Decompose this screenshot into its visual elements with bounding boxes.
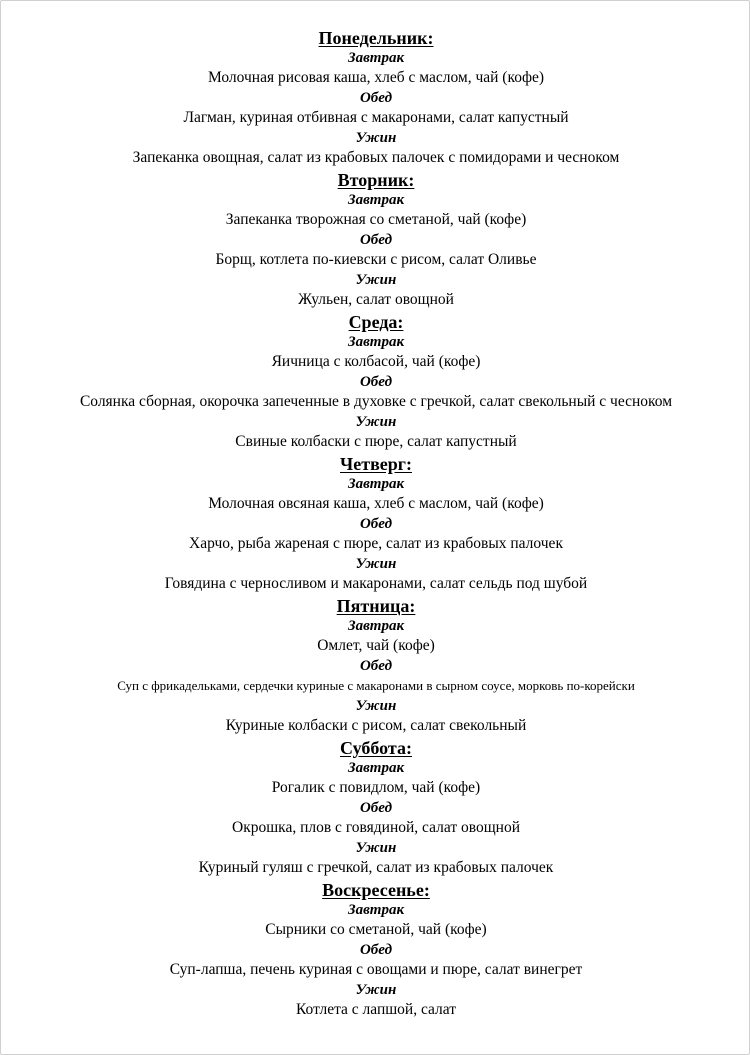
- weekly-menu: [1, 28, 750, 1020]
- meal-label-lunch: Обед: [359, 942, 393, 958]
- day-wednesday: [1, 312, 750, 452]
- day-friday: [1, 596, 750, 736]
- meal-text-dinner: Котлета с лапшой, салат: [295, 1001, 457, 1018]
- meal-label-dinner: Ужин: [355, 414, 397, 430]
- meal-text-breakfast: Молочная рисовая каша, хлеб с маслом, чай (кофе): [207, 69, 545, 86]
- meal-text-lunch: Суп-лапша, печень куриная с овощами и пюре, салат винегрет: [169, 961, 583, 978]
- meal-label-lunch: Обед: [359, 658, 393, 674]
- meal-label-breakfast: Завтрак: [347, 476, 405, 492]
- meal-text-breakfast: Омлет, чай (кофе): [317, 637, 435, 654]
- meal-label-breakfast: Завтрак: [347, 760, 405, 776]
- meal-text-lunch: Окрошка, плов с говядиной, салат овощной: [232, 819, 520, 836]
- meal-text-lunch: Лагман, куриная отбивная с макаронами, салат капустный: [183, 109, 569, 126]
- meal-label-breakfast: Завтрак: [347, 334, 405, 350]
- meal-label-dinner: Ужин: [355, 272, 397, 288]
- day-title: Понедельник:: [318, 28, 434, 48]
- meal-label-dinner: Ужин: [355, 698, 397, 714]
- meal-label-breakfast: Завтрак: [347, 902, 405, 918]
- day-title: Пятница:: [336, 596, 416, 616]
- meal-label-lunch: Обед: [359, 90, 393, 106]
- day-monday: [1, 28, 750, 168]
- day-title: Среда:: [348, 312, 404, 332]
- day-thursday: [1, 454, 750, 594]
- meal-text-dinner: Запеканка овощная, салат из крабовых палочек с помидорами и чесноком: [132, 149, 620, 166]
- meal-text-dinner: Говядина с черносливом и макаронами, салат сельдь под шубой: [164, 575, 588, 592]
- meal-text-lunch: Борщ, котлета по-киевски с рисом, салат Оливье: [215, 251, 537, 268]
- meal-label-dinner: Ужин: [355, 840, 397, 856]
- day-title: Четверг:: [340, 454, 412, 474]
- meal-text-breakfast: Рогалик с повидлом, чай (кофе): [271, 779, 481, 796]
- meal-text-breakfast: Запеканка творожная со сметаной, чай (кофе): [225, 211, 527, 228]
- day-title: Вторник:: [337, 170, 415, 190]
- meal-text-lunch: Суп с фрикадельками, сердечки куриные с макаронами в сырном соусе, морковь по-корейски: [117, 678, 635, 693]
- meal-label-lunch: Обед: [359, 232, 393, 248]
- meal-label-lunch: Обед: [359, 374, 393, 390]
- meal-label-breakfast: Завтрак: [347, 192, 405, 208]
- meal-text-dinner: Куриный гуляш с гречкой, салат из крабовых палочек: [198, 859, 554, 876]
- meal-text-dinner: Куриные колбаски с рисом, салат свекольный: [225, 717, 527, 734]
- meal-label-breakfast: Завтрак: [347, 50, 405, 66]
- meal-text-lunch: Харчо, рыба жареная с пюре, салат из крабовых палочек: [189, 535, 563, 552]
- meal-text-breakfast: Молочная овсяная каша, хлеб с маслом, чай (кофе): [208, 495, 544, 512]
- day-tuesday: [1, 170, 750, 310]
- meal-text-breakfast: Сырники со сметаной, чай (кофе): [265, 921, 487, 938]
- meal-label-dinner: Ужин: [355, 130, 397, 146]
- meal-text-dinner: Жульен, салат овощной: [298, 291, 454, 308]
- day-title: Суббота:: [340, 738, 412, 758]
- day-sunday: [1, 880, 750, 1020]
- meal-label-lunch: Обед: [359, 516, 393, 532]
- day-title: Воскресенье:: [322, 880, 430, 900]
- meal-label-breakfast: Завтрак: [347, 618, 405, 634]
- meal-text-dinner: Свиные колбаски с пюре, салат капустный: [235, 433, 517, 450]
- meal-label-dinner: Ужин: [355, 556, 397, 572]
- meal-label-dinner: Ужин: [355, 982, 397, 998]
- day-saturday: [1, 738, 750, 878]
- meal-text-breakfast: Яичница с колбасой, чай (кофе): [271, 353, 481, 370]
- meal-text-lunch: Солянка сборная, окорочка запеченные в духовке с гречкой, салат свекольный с чесноком: [79, 393, 673, 410]
- meal-label-lunch: Обед: [359, 800, 393, 816]
